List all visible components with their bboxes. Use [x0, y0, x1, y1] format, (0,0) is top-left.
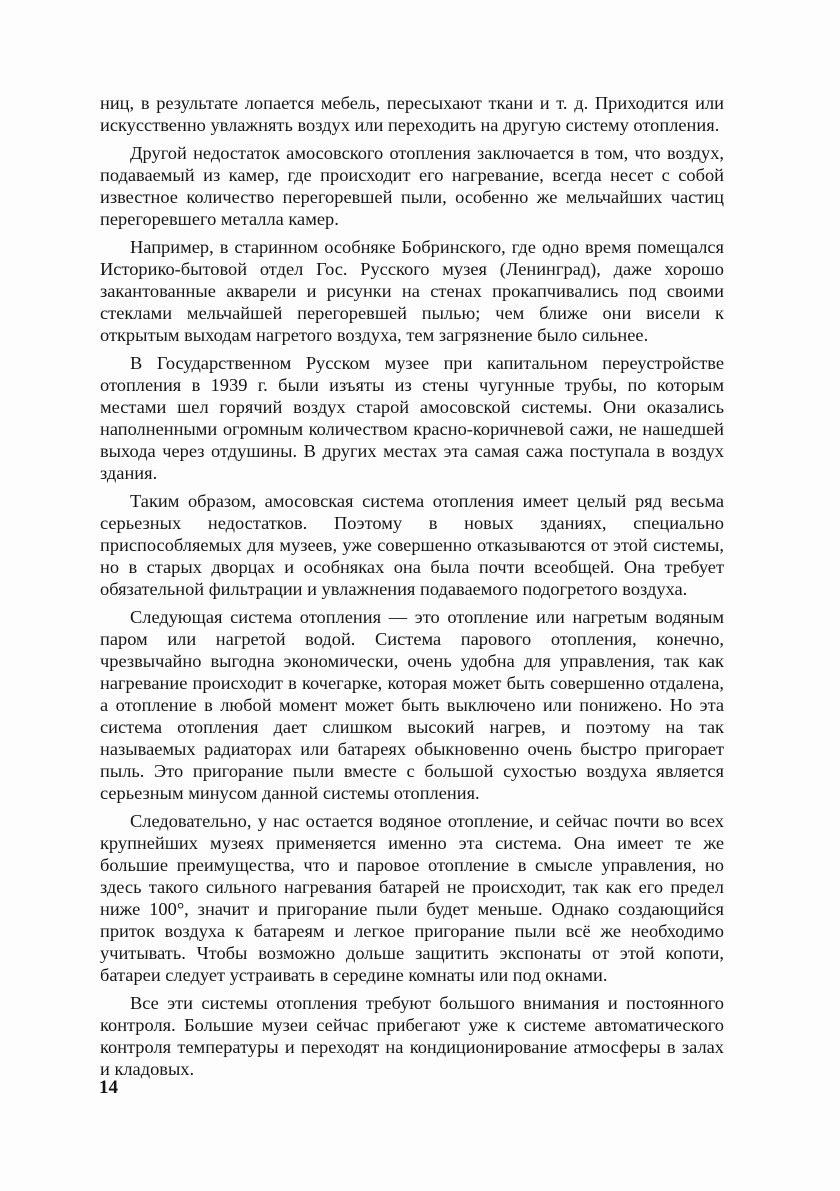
- page-number: 14: [99, 1077, 118, 1098]
- paragraph-3: Например, в старинном особняке Бобринского, где одно время помещался Историко-бытовой отдел Гос. Русского музея (Ленинград), даже хорошо закантованные акварели и рисунки на стенах прокапчивались под своими стеклами мельчайшей перегоревшей пылью; чем ближе они висели к открытым выходам нагретого воздуха, тем загрязнение было сильнее.: [100, 237, 724, 345]
- paragraph-2: Другой недостаток амосовского отопления заключается в том, что воздух, подаваемый из камер, где происходит его нагревание, всегда несет с собой известное количество перегоревшей пыли, особенно же мельчайших частиц перегоревшего металла камер.: [100, 143, 724, 229]
- paragraph-8: Все эти системы отопления требуют большого внимания и постоянного контроля. Большие музеи сейчас прибегают уже к системе автоматического контроля температуры и переходят на кондиционирование атмосферы в залах и кладовых.: [100, 993, 724, 1079]
- paragraph-4: В Государственном Русском музее при капитальном переустройстве отопления в 1939 г. были изъяты из стены чугунные трубы, по которым местами шел горячий воздух старой амосовской системы. Они оказались наполненными огромным количеством красно-коричневой сажи, не нашедшей выхода через отдушины. В других местах эта самая сажа поступала в воздух здания.: [100, 353, 724, 483]
- paragraph-6: Следующая система отопления — это отопление или нагретым водяным паром или нагретой водой. Система парового отопления, конечно, чрезвычайно выгодна экономически, очень удобна для управления, так как нагревание происходит в кочегарке, которая может быть совершенно отдалена, а отопление в любой момент может быть выключено или понижено. Но эта система отопления дает слишком высокий нагрев, и поэтому на так называемых радиаторах или батареях обыкновенно очень быстро пригорает пыль. Это пригорание пыли вместе с большой сухостью воздуха является серьезным минусом данной системы отопления.: [100, 607, 724, 803]
- paragraph-5: Таким образом, амосовская система отопления имеет целый ряд весьма серьезных недостатков. Поэтому в новых зданиях, специально приспособляемых для музеев, уже совершенно отказываются от этой системы, но в старых дворцах и особняках она была почти всеобщей. Она требует обязательной фильтрации и увлажнения подаваемого подогретого воздуха.: [100, 491, 724, 599]
- paragraph-1: ниц, в результате лопается мебель, пересыхают ткани и т. д. Приходится или искусственно увлажнять воздух или переходить на другую систему отопления.: [100, 93, 724, 135]
- body-text: [100, 92, 724, 1086]
- paragraph-7: Следовательно, у нас остается водяное отопление, и сейчас почти во всех крупнейших музеях применяется именно эта система. Она имеет те же большие преимущества, что и паровое отопление в смысле управления, но здесь такого сильного нагревания батарей не происходит, так как его предел ниже 100°, значит и пригорание пыли будет меньше. Однако создающийся приток воздуха к батареям и легкое пригорание пыли всё же необходимо учитывать. Чтобы возможно дольше защитить экспонаты от этой копоти, батареи следует устраивать в середине комнаты или под окнами.: [100, 811, 724, 985]
